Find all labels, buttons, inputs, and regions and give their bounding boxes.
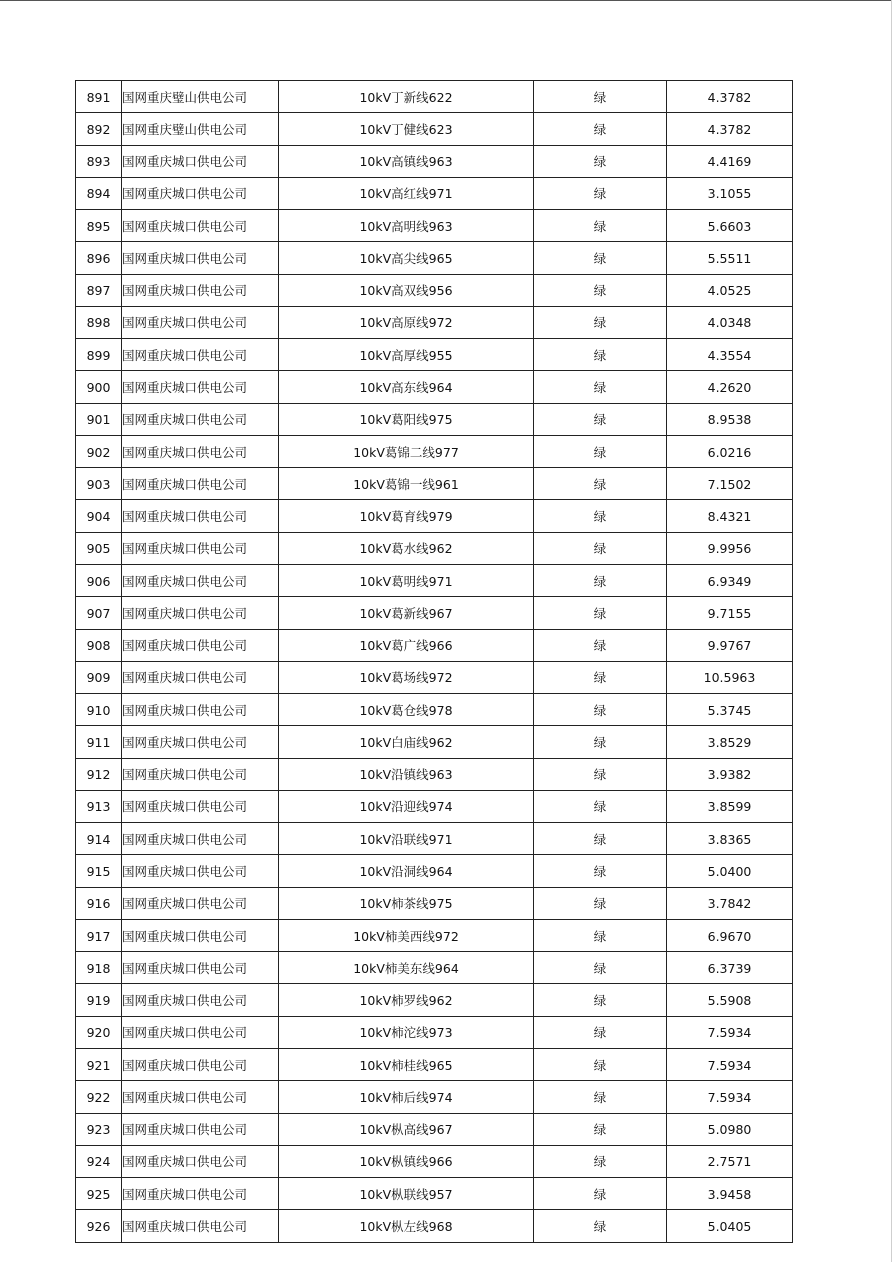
value-cell: 5.0400	[667, 855, 793, 887]
table-row	[76, 1178, 793, 1210]
row-number-cell: 912	[76, 758, 122, 790]
value-cell: 8.4321	[667, 500, 793, 532]
table-row	[76, 532, 793, 564]
row-number-cell: 914	[76, 823, 122, 855]
value-cell: 5.5908	[667, 984, 793, 1016]
line-name-cell: 10kV枞左线968	[279, 1210, 534, 1242]
table-row	[76, 1016, 793, 1048]
status-color-cell: 绿	[534, 81, 667, 113]
status-color-cell: 绿	[534, 177, 667, 209]
table-row	[76, 823, 793, 855]
row-number-cell: 909	[76, 661, 122, 693]
status-color-cell: 绿	[534, 1178, 667, 1210]
line-name-cell: 10kV柿茶线975	[279, 887, 534, 919]
table-row	[76, 758, 793, 790]
line-name-cell: 10kV沿镇线963	[279, 758, 534, 790]
row-number-cell: 926	[76, 1210, 122, 1242]
value-cell: 5.5511	[667, 242, 793, 274]
status-color-cell: 绿	[534, 758, 667, 790]
company-cell: 国网重庆城口供电公司	[122, 403, 279, 435]
status-color-cell: 绿	[534, 823, 667, 855]
company-cell: 国网重庆璧山供电公司	[122, 81, 279, 113]
company-cell: 国网重庆城口供电公司	[122, 339, 279, 371]
value-cell: 3.7842	[667, 887, 793, 919]
status-color-cell: 绿	[534, 629, 667, 661]
status-color-cell: 绿	[534, 1113, 667, 1145]
page-top-border	[0, 0, 892, 1]
status-color-cell: 绿	[534, 500, 667, 532]
company-cell: 国网重庆城口供电公司	[122, 564, 279, 596]
value-cell: 9.9767	[667, 629, 793, 661]
row-number-cell: 903	[76, 468, 122, 500]
row-number-cell: 895	[76, 210, 122, 242]
company-cell: 国网重庆城口供电公司	[122, 306, 279, 338]
row-number-cell: 902	[76, 435, 122, 467]
line-name-cell: 10kV高双线956	[279, 274, 534, 306]
table-row	[76, 1081, 793, 1113]
line-name-cell: 10kV高东线964	[279, 371, 534, 403]
row-number-cell: 915	[76, 855, 122, 887]
row-number-cell: 893	[76, 145, 122, 177]
company-cell: 国网重庆城口供电公司	[122, 952, 279, 984]
company-cell: 国网重庆城口供电公司	[122, 629, 279, 661]
value-cell: 3.9382	[667, 758, 793, 790]
line-name-cell: 10kV柿美西线972	[279, 919, 534, 951]
company-cell: 国网重庆城口供电公司	[122, 242, 279, 274]
value-cell: 9.9956	[667, 532, 793, 564]
status-color-cell: 绿	[534, 597, 667, 629]
value-cell: 4.0525	[667, 274, 793, 306]
row-number-cell: 908	[76, 629, 122, 661]
row-number-cell: 900	[76, 371, 122, 403]
table-row	[76, 694, 793, 726]
value-cell: 7.5934	[667, 1048, 793, 1080]
row-number-cell: 906	[76, 564, 122, 596]
status-color-cell: 绿	[534, 887, 667, 919]
row-number-cell: 925	[76, 1178, 122, 1210]
table-row	[76, 435, 793, 467]
status-color-cell: 绿	[534, 468, 667, 500]
line-name-cell: 10kV高明线963	[279, 210, 534, 242]
company-cell: 国网重庆城口供电公司	[122, 758, 279, 790]
value-cell: 8.9538	[667, 403, 793, 435]
status-color-cell: 绿	[534, 1145, 667, 1177]
table-row	[76, 242, 793, 274]
table-row	[76, 790, 793, 822]
status-color-cell: 绿	[534, 790, 667, 822]
line-name-cell: 10kV葛明线971	[279, 564, 534, 596]
line-name-cell: 10kV葛锦二线977	[279, 435, 534, 467]
row-number-cell: 917	[76, 919, 122, 951]
status-color-cell: 绿	[534, 694, 667, 726]
value-cell: 4.3554	[667, 339, 793, 371]
line-name-cell: 10kV高厚线955	[279, 339, 534, 371]
line-name-cell: 10kV高原线972	[279, 306, 534, 338]
row-number-cell: 911	[76, 726, 122, 758]
status-color-cell: 绿	[534, 339, 667, 371]
value-cell: 9.7155	[667, 597, 793, 629]
status-color-cell: 绿	[534, 726, 667, 758]
line-name-cell: 10kV葛阳线975	[279, 403, 534, 435]
company-cell: 国网重庆城口供电公司	[122, 177, 279, 209]
value-cell: 5.0405	[667, 1210, 793, 1242]
line-name-cell: 10kV葛广线966	[279, 629, 534, 661]
value-cell: 6.3739	[667, 952, 793, 984]
row-number-cell: 922	[76, 1081, 122, 1113]
company-cell: 国网重庆城口供电公司	[122, 1178, 279, 1210]
line-name-cell: 10kV葛场线972	[279, 661, 534, 693]
company-cell: 国网重庆城口供电公司	[122, 984, 279, 1016]
row-number-cell: 921	[76, 1048, 122, 1080]
table-row	[76, 274, 793, 306]
table-row	[76, 468, 793, 500]
row-number-cell: 910	[76, 694, 122, 726]
line-name-cell: 10kV高镇线963	[279, 145, 534, 177]
value-cell: 3.9458	[667, 1178, 793, 1210]
line-name-cell: 10kV葛育线979	[279, 500, 534, 532]
table-row	[76, 629, 793, 661]
status-color-cell: 绿	[534, 855, 667, 887]
status-color-cell: 绿	[534, 274, 667, 306]
line-name-cell: 10kV葛仓线978	[279, 694, 534, 726]
value-cell: 4.3782	[667, 113, 793, 145]
table-row	[76, 919, 793, 951]
table-row	[76, 597, 793, 629]
company-cell: 国网重庆城口供电公司	[122, 532, 279, 564]
value-cell: 3.8599	[667, 790, 793, 822]
value-cell: 4.0348	[667, 306, 793, 338]
table-row	[76, 1048, 793, 1080]
company-cell: 国网重庆城口供电公司	[122, 1210, 279, 1242]
status-color-cell: 绿	[534, 919, 667, 951]
status-color-cell: 绿	[534, 145, 667, 177]
row-number-cell: 918	[76, 952, 122, 984]
value-cell: 6.9349	[667, 564, 793, 596]
value-cell: 3.8365	[667, 823, 793, 855]
company-cell: 国网重庆城口供电公司	[122, 435, 279, 467]
value-cell: 7.5934	[667, 1016, 793, 1048]
line-name-cell: 10kV枞镇线966	[279, 1145, 534, 1177]
status-color-cell: 绿	[534, 564, 667, 596]
table-row	[76, 887, 793, 919]
line-name-cell: 10kV高红线971	[279, 177, 534, 209]
table-row	[76, 984, 793, 1016]
table-row	[76, 145, 793, 177]
status-color-cell: 绿	[534, 306, 667, 338]
line-name-cell: 10kV葛水线962	[279, 532, 534, 564]
company-cell: 国网重庆璧山供电公司	[122, 113, 279, 145]
table-row	[76, 500, 793, 532]
status-color-cell: 绿	[534, 984, 667, 1016]
line-name-cell: 10kV柿美东线964	[279, 952, 534, 984]
company-cell: 国网重庆城口供电公司	[122, 790, 279, 822]
line-name-cell: 10kV柿后线974	[279, 1081, 534, 1113]
row-number-cell: 905	[76, 532, 122, 564]
company-cell: 国网重庆城口供电公司	[122, 726, 279, 758]
status-color-cell: 绿	[534, 1210, 667, 1242]
status-color-cell: 绿	[534, 1016, 667, 1048]
table-row	[76, 306, 793, 338]
line-name-cell: 10kV沿联线971	[279, 823, 534, 855]
status-color-cell: 绿	[534, 952, 667, 984]
value-cell: 3.1055	[667, 177, 793, 209]
line-name-cell: 10kV柿沱线973	[279, 1016, 534, 1048]
value-cell: 3.8529	[667, 726, 793, 758]
company-cell: 国网重庆城口供电公司	[122, 919, 279, 951]
status-color-cell: 绿	[534, 435, 667, 467]
company-cell: 国网重庆城口供电公司	[122, 597, 279, 629]
line-name-cell: 10kV枞高线967	[279, 1113, 534, 1145]
value-cell: 5.3745	[667, 694, 793, 726]
status-color-cell: 绿	[534, 532, 667, 564]
line-name-cell: 10kV丁新线622	[279, 81, 534, 113]
value-cell: 4.3782	[667, 81, 793, 113]
table-row	[76, 1113, 793, 1145]
line-name-cell: 10kV丁健线623	[279, 113, 534, 145]
table-row	[76, 1145, 793, 1177]
line-name-cell: 10kV沿洞线964	[279, 855, 534, 887]
value-cell: 5.6603	[667, 210, 793, 242]
table-row	[76, 564, 793, 596]
row-number-cell: 924	[76, 1145, 122, 1177]
line-name-cell: 10kV葛新线967	[279, 597, 534, 629]
row-number-cell: 899	[76, 339, 122, 371]
company-cell: 国网重庆城口供电公司	[122, 855, 279, 887]
table-body	[76, 81, 793, 1243]
row-number-cell: 920	[76, 1016, 122, 1048]
table-row	[76, 952, 793, 984]
status-color-cell: 绿	[534, 371, 667, 403]
company-cell: 国网重庆城口供电公司	[122, 210, 279, 242]
line-name-cell: 10kV葛锦一线961	[279, 468, 534, 500]
feeder-table	[75, 80, 793, 1243]
row-number-cell: 913	[76, 790, 122, 822]
company-cell: 国网重庆城口供电公司	[122, 1016, 279, 1048]
value-cell: 7.5934	[667, 1081, 793, 1113]
row-number-cell: 892	[76, 113, 122, 145]
status-color-cell: 绿	[534, 1048, 667, 1080]
table-row	[76, 371, 793, 403]
status-color-cell: 绿	[534, 242, 667, 274]
row-number-cell: 904	[76, 500, 122, 532]
line-name-cell: 10kV高尖线965	[279, 242, 534, 274]
company-cell: 国网重庆城口供电公司	[122, 1048, 279, 1080]
company-cell: 国网重庆城口供电公司	[122, 1081, 279, 1113]
row-number-cell: 916	[76, 887, 122, 919]
table-row	[76, 726, 793, 758]
status-color-cell: 绿	[534, 403, 667, 435]
status-color-cell: 绿	[534, 210, 667, 242]
company-cell: 国网重庆城口供电公司	[122, 500, 279, 532]
value-cell: 10.5963	[667, 661, 793, 693]
value-cell: 2.7571	[667, 1145, 793, 1177]
row-number-cell: 896	[76, 242, 122, 274]
row-number-cell: 901	[76, 403, 122, 435]
table-row	[76, 210, 793, 242]
status-color-cell: 绿	[534, 113, 667, 145]
row-number-cell: 897	[76, 274, 122, 306]
company-cell: 国网重庆城口供电公司	[122, 694, 279, 726]
value-cell: 4.2620	[667, 371, 793, 403]
value-cell: 6.0216	[667, 435, 793, 467]
row-number-cell: 923	[76, 1113, 122, 1145]
line-name-cell: 10kV沿迎线974	[279, 790, 534, 822]
table-row	[76, 113, 793, 145]
line-name-cell: 10kV枞联线957	[279, 1178, 534, 1210]
table-row	[76, 855, 793, 887]
company-cell: 国网重庆城口供电公司	[122, 468, 279, 500]
company-cell: 国网重庆城口供电公司	[122, 274, 279, 306]
line-name-cell: 10kV柿桂线965	[279, 1048, 534, 1080]
table-row	[76, 339, 793, 371]
company-cell: 国网重庆城口供电公司	[122, 1113, 279, 1145]
line-name-cell: 10kV白庙线962	[279, 726, 534, 758]
row-number-cell: 891	[76, 81, 122, 113]
row-number-cell: 898	[76, 306, 122, 338]
company-cell: 国网重庆城口供电公司	[122, 823, 279, 855]
company-cell: 国网重庆城口供电公司	[122, 887, 279, 919]
value-cell: 6.9670	[667, 919, 793, 951]
status-color-cell: 绿	[534, 661, 667, 693]
table-row	[76, 81, 793, 113]
row-number-cell: 919	[76, 984, 122, 1016]
company-cell: 国网重庆城口供电公司	[122, 661, 279, 693]
row-number-cell: 907	[76, 597, 122, 629]
value-cell: 4.4169	[667, 145, 793, 177]
row-number-cell: 894	[76, 177, 122, 209]
table-row	[76, 1210, 793, 1242]
value-cell: 7.1502	[667, 468, 793, 500]
company-cell: 国网重庆城口供电公司	[122, 145, 279, 177]
table-row	[76, 403, 793, 435]
company-cell: 国网重庆城口供电公司	[122, 371, 279, 403]
company-cell: 国网重庆城口供电公司	[122, 1145, 279, 1177]
table-row	[76, 661, 793, 693]
value-cell: 5.0980	[667, 1113, 793, 1145]
table-row	[76, 177, 793, 209]
line-name-cell: 10kV柿罗线962	[279, 984, 534, 1016]
status-color-cell: 绿	[534, 1081, 667, 1113]
